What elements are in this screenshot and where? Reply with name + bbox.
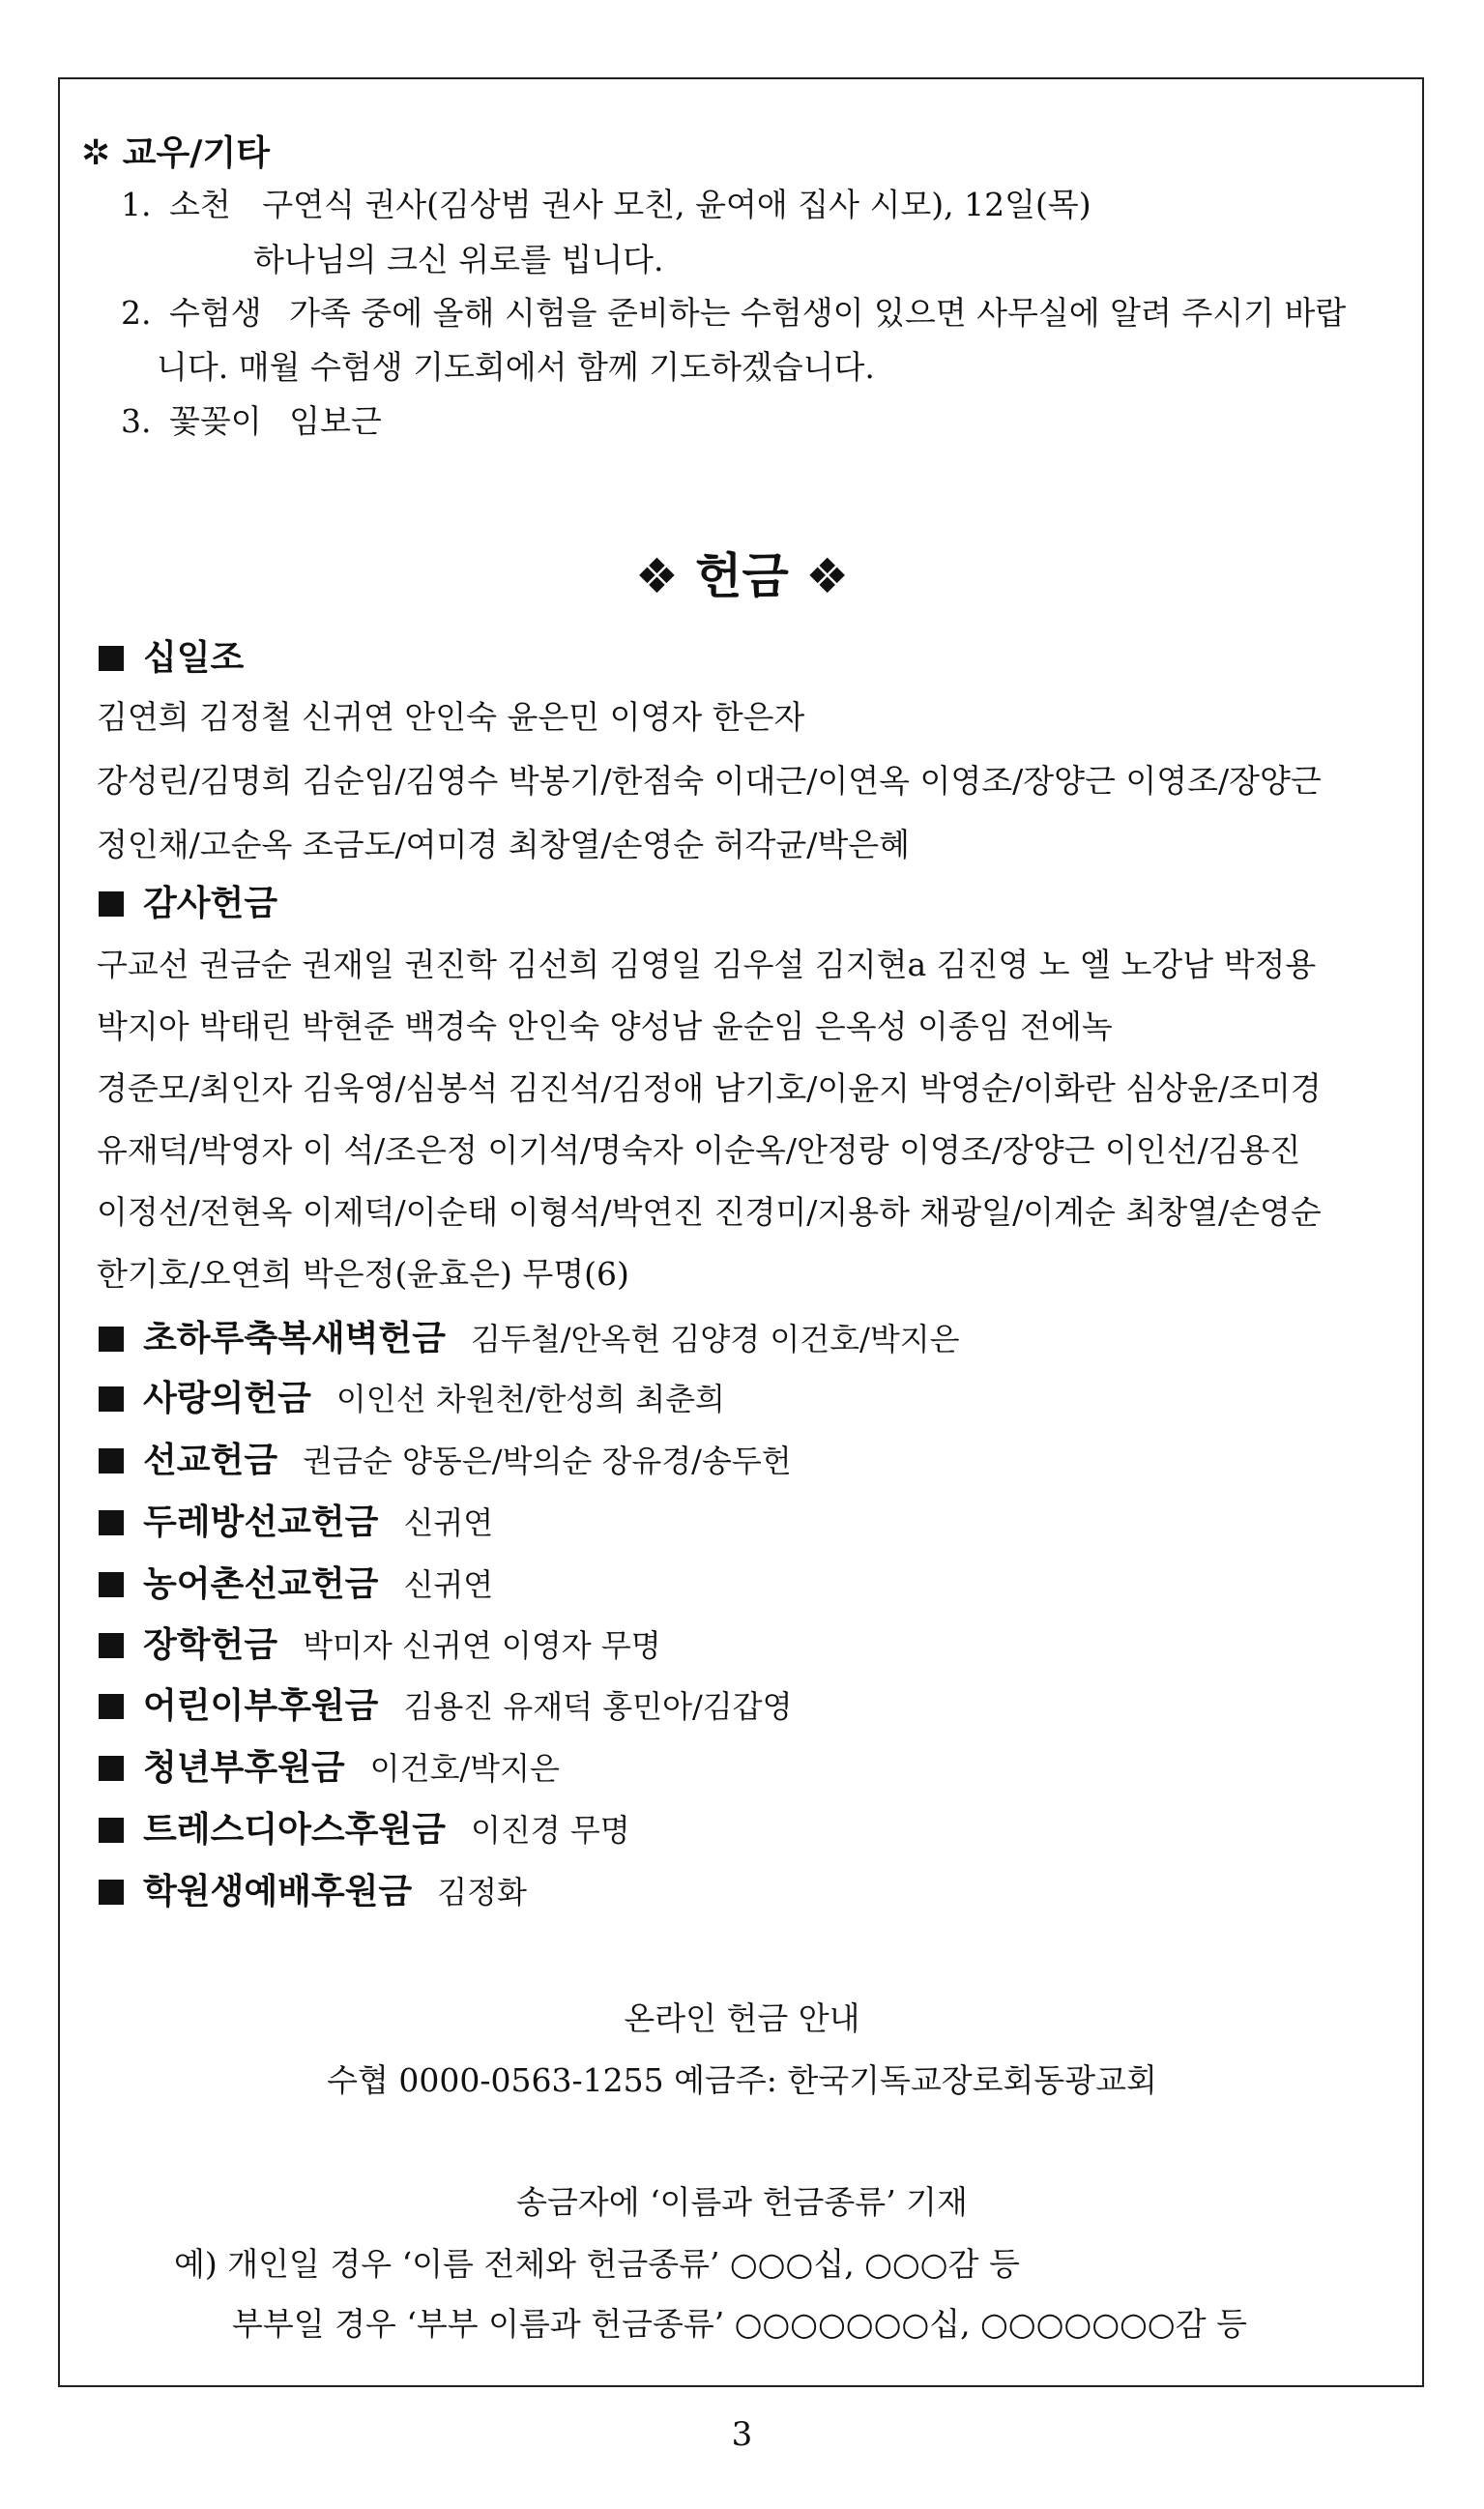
square-bullet-icon (99, 646, 124, 671)
online-instruction: 송금자에 ‘이름과 헌금종류’ 기재 (516, 2183, 968, 2221)
news-item-1-line2: 하나님의 크신 위로를 빕니다. (253, 241, 664, 278)
online-example-2: 부부일 경우 ‘부부 이름과 헌금종류’ ○○○○○○○십, ○○○○○○○감 등 (232, 2305, 1247, 2343)
category-row: 장학헌금 박미자 신귀연 이영자 무명 (99, 1618, 661, 1667)
category-row: 초하루축복새벽헌금 김두철/안옥현 김양경 이건호/박지은 (99, 1311, 960, 1360)
tithe-line-3: 정인채/고순옥 조금도/여미경 최창열/손영순 허각균/박은혜 (97, 826, 911, 863)
tithe-line-2: 강성린/김명희 김순임/김영수 박봉기/한점숙 이대근/이연옥 이영조/장양근 이영조/장양근 (97, 762, 1322, 800)
news-item-1: 1. 소천 구연식 권사(김상범 권사 모친, 윤여애 집사 시모), 12일(목) (121, 186, 1091, 223)
category-row: 트레스디아스후원금 이진경 무명 (99, 1802, 630, 1852)
news-item-2-line2: 니다. 매월 수험생 기도회에서 함께 기도하겠습니다. (157, 348, 875, 386)
online-example-1: 예) 개인일 경우 ‘이름 전체와 헌금종류’ ○○○십, ○○○감 등 (174, 2245, 1020, 2283)
thanks-line-6: 한기호/오연희 박은정(윤효은) 무명(6) (97, 1255, 629, 1293)
square-bullet-icon (99, 1818, 124, 1843)
tithe-line-1: 김연희 김정철 신귀연 안인숙 윤은민 이영자 한은자 (97, 698, 805, 736)
news-item-2: 2. 수험생 가족 중에 올해 시험을 준비하는 수험생이 있으면 사무실에 알려 주시기 바랍 (121, 294, 1347, 332)
asterisk-icon: ✲ (81, 133, 111, 173)
square-bullet-icon (99, 1510, 124, 1535)
category-row: 사랑의헌금 이인선 차원천/한성희 최춘희 (99, 1371, 725, 1420)
category-row: 선교헌금 권금순 양동은/박의순 장유경/송두헌 (99, 1433, 792, 1482)
thanks-line-3: 경준모/최인자 김욱영/심봉석 김진석/김정애 남기호/이윤지 박영순/이화란 심상윤/조미경 (97, 1069, 1322, 1107)
thanks-line-4: 유재덕/박영자 이 석/조은정 이기석/명숙자 이순옥/안정랑 이영조/장양근 이인선/김용진 (97, 1131, 1301, 1169)
thanks-line-2: 박지아 박태린 박현준 백경숙 안인숙 양성남 윤순임 은옥성 이종임 전에녹 (97, 1007, 1113, 1045)
thanks-line-1: 구교선 권금순 권재일 권진학 김선희 김영일 김우설 김지현a 김진영 노 엘 노강남 박정용 (97, 946, 1317, 983)
square-bullet-icon (99, 1880, 124, 1905)
square-bullet-icon (99, 1386, 124, 1412)
category-row: 청년부후원금 이건호/박지은 (99, 1740, 560, 1790)
square-bullet-icon (99, 1633, 124, 1658)
online-title: 온라인 헌금 안내 (624, 1999, 860, 2037)
category-row: 학원생예배후원금 김정화 (99, 1864, 527, 1913)
square-bullet-icon (99, 1327, 124, 1352)
category-row: 어린이부후원금 김용진 유재덕 홍민아/김갑영 (99, 1678, 793, 1728)
tithe-heading: 십일조 (99, 630, 244, 680)
news-heading: ✲ 교우/기타 (81, 133, 270, 173)
square-bullet-icon (99, 1572, 124, 1597)
square-bullet-icon (99, 1694, 124, 1719)
offering-section-title: ❖ 헌금 ❖ (634, 548, 850, 604)
square-bullet-icon (99, 891, 124, 917)
page-number: 3 (731, 2415, 753, 2454)
thanks-line-5: 이정선/전현옥 이제덕/이순태 이형석/박연진 진경미/지용하 채광일/이계순 최창열/손영순 (97, 1193, 1322, 1231)
square-bullet-icon (99, 1756, 124, 1781)
thanks-heading: 감사헌금 (99, 876, 277, 925)
category-row: 두레방선교헌금 신귀연 (99, 1495, 493, 1544)
category-row: 농어촌선교헌금 신귀연 (99, 1557, 493, 1606)
news-item-3: 3. 꽃꽂이 임보근 (121, 402, 382, 440)
square-bullet-icon (99, 1448, 124, 1473)
online-account: 수협 0000-0563-1255 예금주: 한국기독교장로회동광교회 (327, 2061, 1157, 2099)
